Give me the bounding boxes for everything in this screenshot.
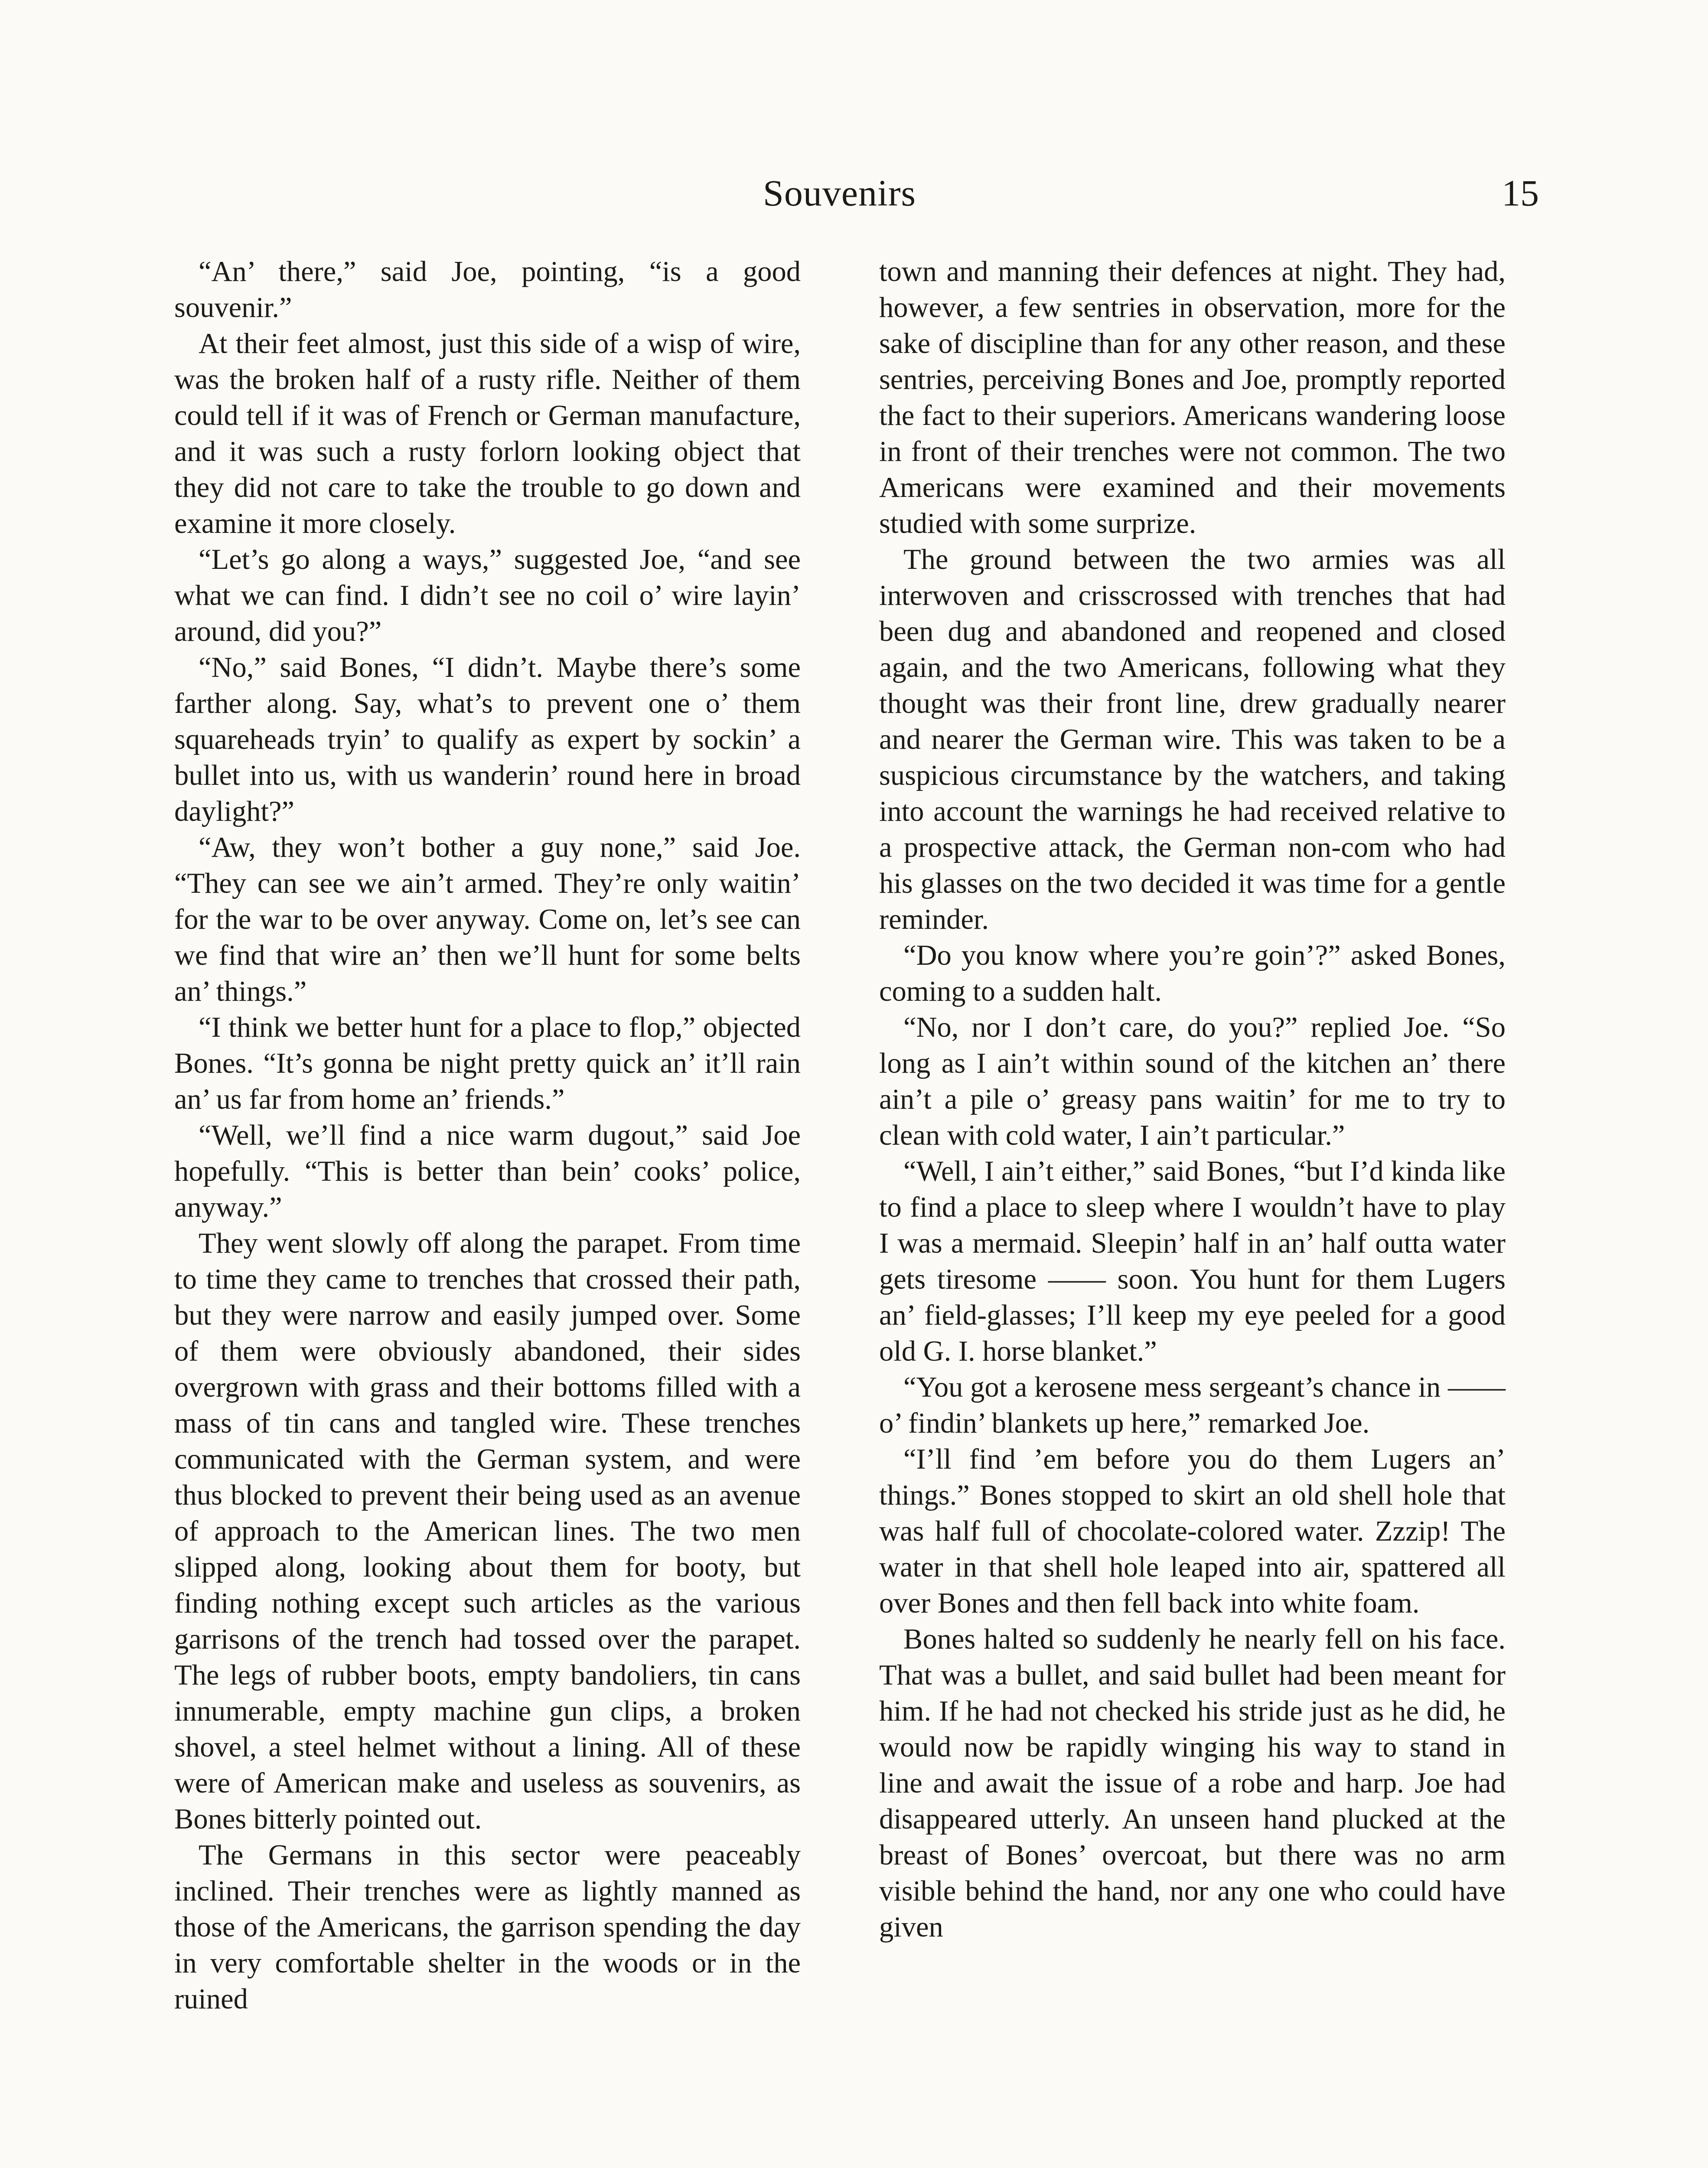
paragraph: “Do you know where you’re goin’?” asked Bones, coming to a sudden halt. xyxy=(879,940,1506,1007)
running-head xyxy=(0,171,1708,223)
paragraph-continuation: town and manning their defences at night. They had, however, a few sentries in observation, more for the sake of discipline than for any other reason, and these sentries, perceiving Bones and Joe, promptly reported the fact to their superiors. Americans wandering loose in front of their trenches were not common. The two Americans were examined and their movements studied with some surprize. xyxy=(879,256,1506,539)
paragraph: “Let’s go along a ways,” suggested Joe, “and see what we can find. I didn’t see no coil o’ wire layin’ around, did you?” xyxy=(174,544,801,647)
paragraph: “No, nor I don’t care, do you?” replied Joe. “So long as I ain’t within sound of the kitchen an’ there ain’t a pile o’ greasy pans waitin’ for me to try to clean with cold water, I ain’t particular.” xyxy=(879,1012,1506,1151)
paragraph: Bones halted so suddenly he nearly fell on his face. That was a bullet, and said bullet had been meant for him. If he had not checked his stride just as he did, he would now be rapidly winging his way to stand in line and await the issue of a robe and harp. Joe had disappeared utterly. An unseen hand plucked at the breast of Bones’ overcoat, but there was no arm visible behind the hand, nor any one who could have given xyxy=(879,1623,1506,1943)
paragraph: “I think we better hunt for a place to flop,” objected Bones. “It’s gonna be night pretty quick an’ it’ll rain an’ us far from home an’ friends.” xyxy=(174,1012,801,1115)
paragraph: They went slowly off along the parapet. From time to time they came to trenches that crossed their path, but they were narrow and easily jumped over. Some of them were obviously abandoned, their sides overgrown with grass and their bottoms filled with a mass of tin cans and tangled wire. These trenches communicated with the German system, and were thus blocked to prevent their being used as an avenue of approach to the American lines. The two men slipped along, looking about them for booty, but finding nothing except such articles as the various garrisons of the trench had tossed over the parapet. The legs of rubber boots, empty bandoliers, tin cans innumerable, empty machine gun clips, a broken shovel, a steel helmet without a lining. All of these were of American make and useless as souvenirs, as Bones bitterly pointed out. xyxy=(174,1228,801,1835)
paragraph: “Well, I ain’t either,” said Bones, “but I’d kinda like to find a place to sleep where I wouldn’t have to play I was a mermaid. Sleepin’ half in an’ half outta water gets tiresome —— soon. You hunt for them Lugers an’ field-glasses; I’ll keep my eye peeled for a good old G. I. horse blanket.” xyxy=(879,1156,1506,1367)
right-column xyxy=(879,254,1506,1945)
paragraph: The ground between the two armies was all interwoven and crisscrossed with trenches that had been dug and abandoned and reopened and closed again, and the two Americans, following what they thought was their front line, drew gradually nearer and nearer the German wire. This was taken to be a suspicious circumstance by the watchers, and taking into account the warnings he had received relative to a prospective attack, the German non-com who had his glasses on the two decided it was time for a gentle reminder. xyxy=(879,544,1506,935)
paragraph: “I’ll find ’em before you do them Lugers an’ things.” Bones stopped to skirt an old shell hole that was half full of chocolate-colored water. Zzzip! The water in that shell hole leaped into air, spattered all over Bones and then fell back into white foam. xyxy=(879,1443,1506,1619)
paragraph: “Well, we’ll find a nice warm dugout,” said Joe hopefully. “This is better than bein’ cooks’ police, anyway.” xyxy=(174,1120,801,1223)
paragraph: At their feet almost, just this side of a wisp of wire, was the broken half of a rusty rifle. Neither of them could tell if it was of French or German manufacture, and it was such a rusty forlorn looking object that they did not care to take the trouble to go down and examine it more closely. xyxy=(174,328,801,539)
paragraph: “You got a kerosene mess sergeant’s chance in —— o’ findin’ blankets up here,” remarked Joe. xyxy=(879,1371,1506,1439)
page-title: Souvenirs xyxy=(763,172,916,214)
page-number: 15 xyxy=(1502,172,1539,214)
paragraph: The Germans in this sector were peaceably inclined. Their trenches were as lightly manned as those of the Americans, the garrison spending the day in very comfortable shelter in the woods or in the ruined xyxy=(174,1839,801,2015)
left-column xyxy=(174,254,801,2017)
paragraph: “No,” said Bones, “I didn’t. Maybe there’s some farther along. Say, what’s to prevent one o’ them squareheads tryin’ to qualify as expert by sockin’ a bullet into us, with us wanderin’ round here in broad daylight?” xyxy=(174,652,801,827)
paragraph: “Aw, they won’t bother a guy none,” said Joe. “They can see we ain’t armed. They’re only waitin’ for the war to be over anyway. Come on, let’s see can we find that wire an’ then we’ll hunt for some belts an’ things.” xyxy=(174,832,801,1007)
paragraph: “An’ there,” said Joe, pointing, “is a good souvenir.” xyxy=(174,256,801,323)
